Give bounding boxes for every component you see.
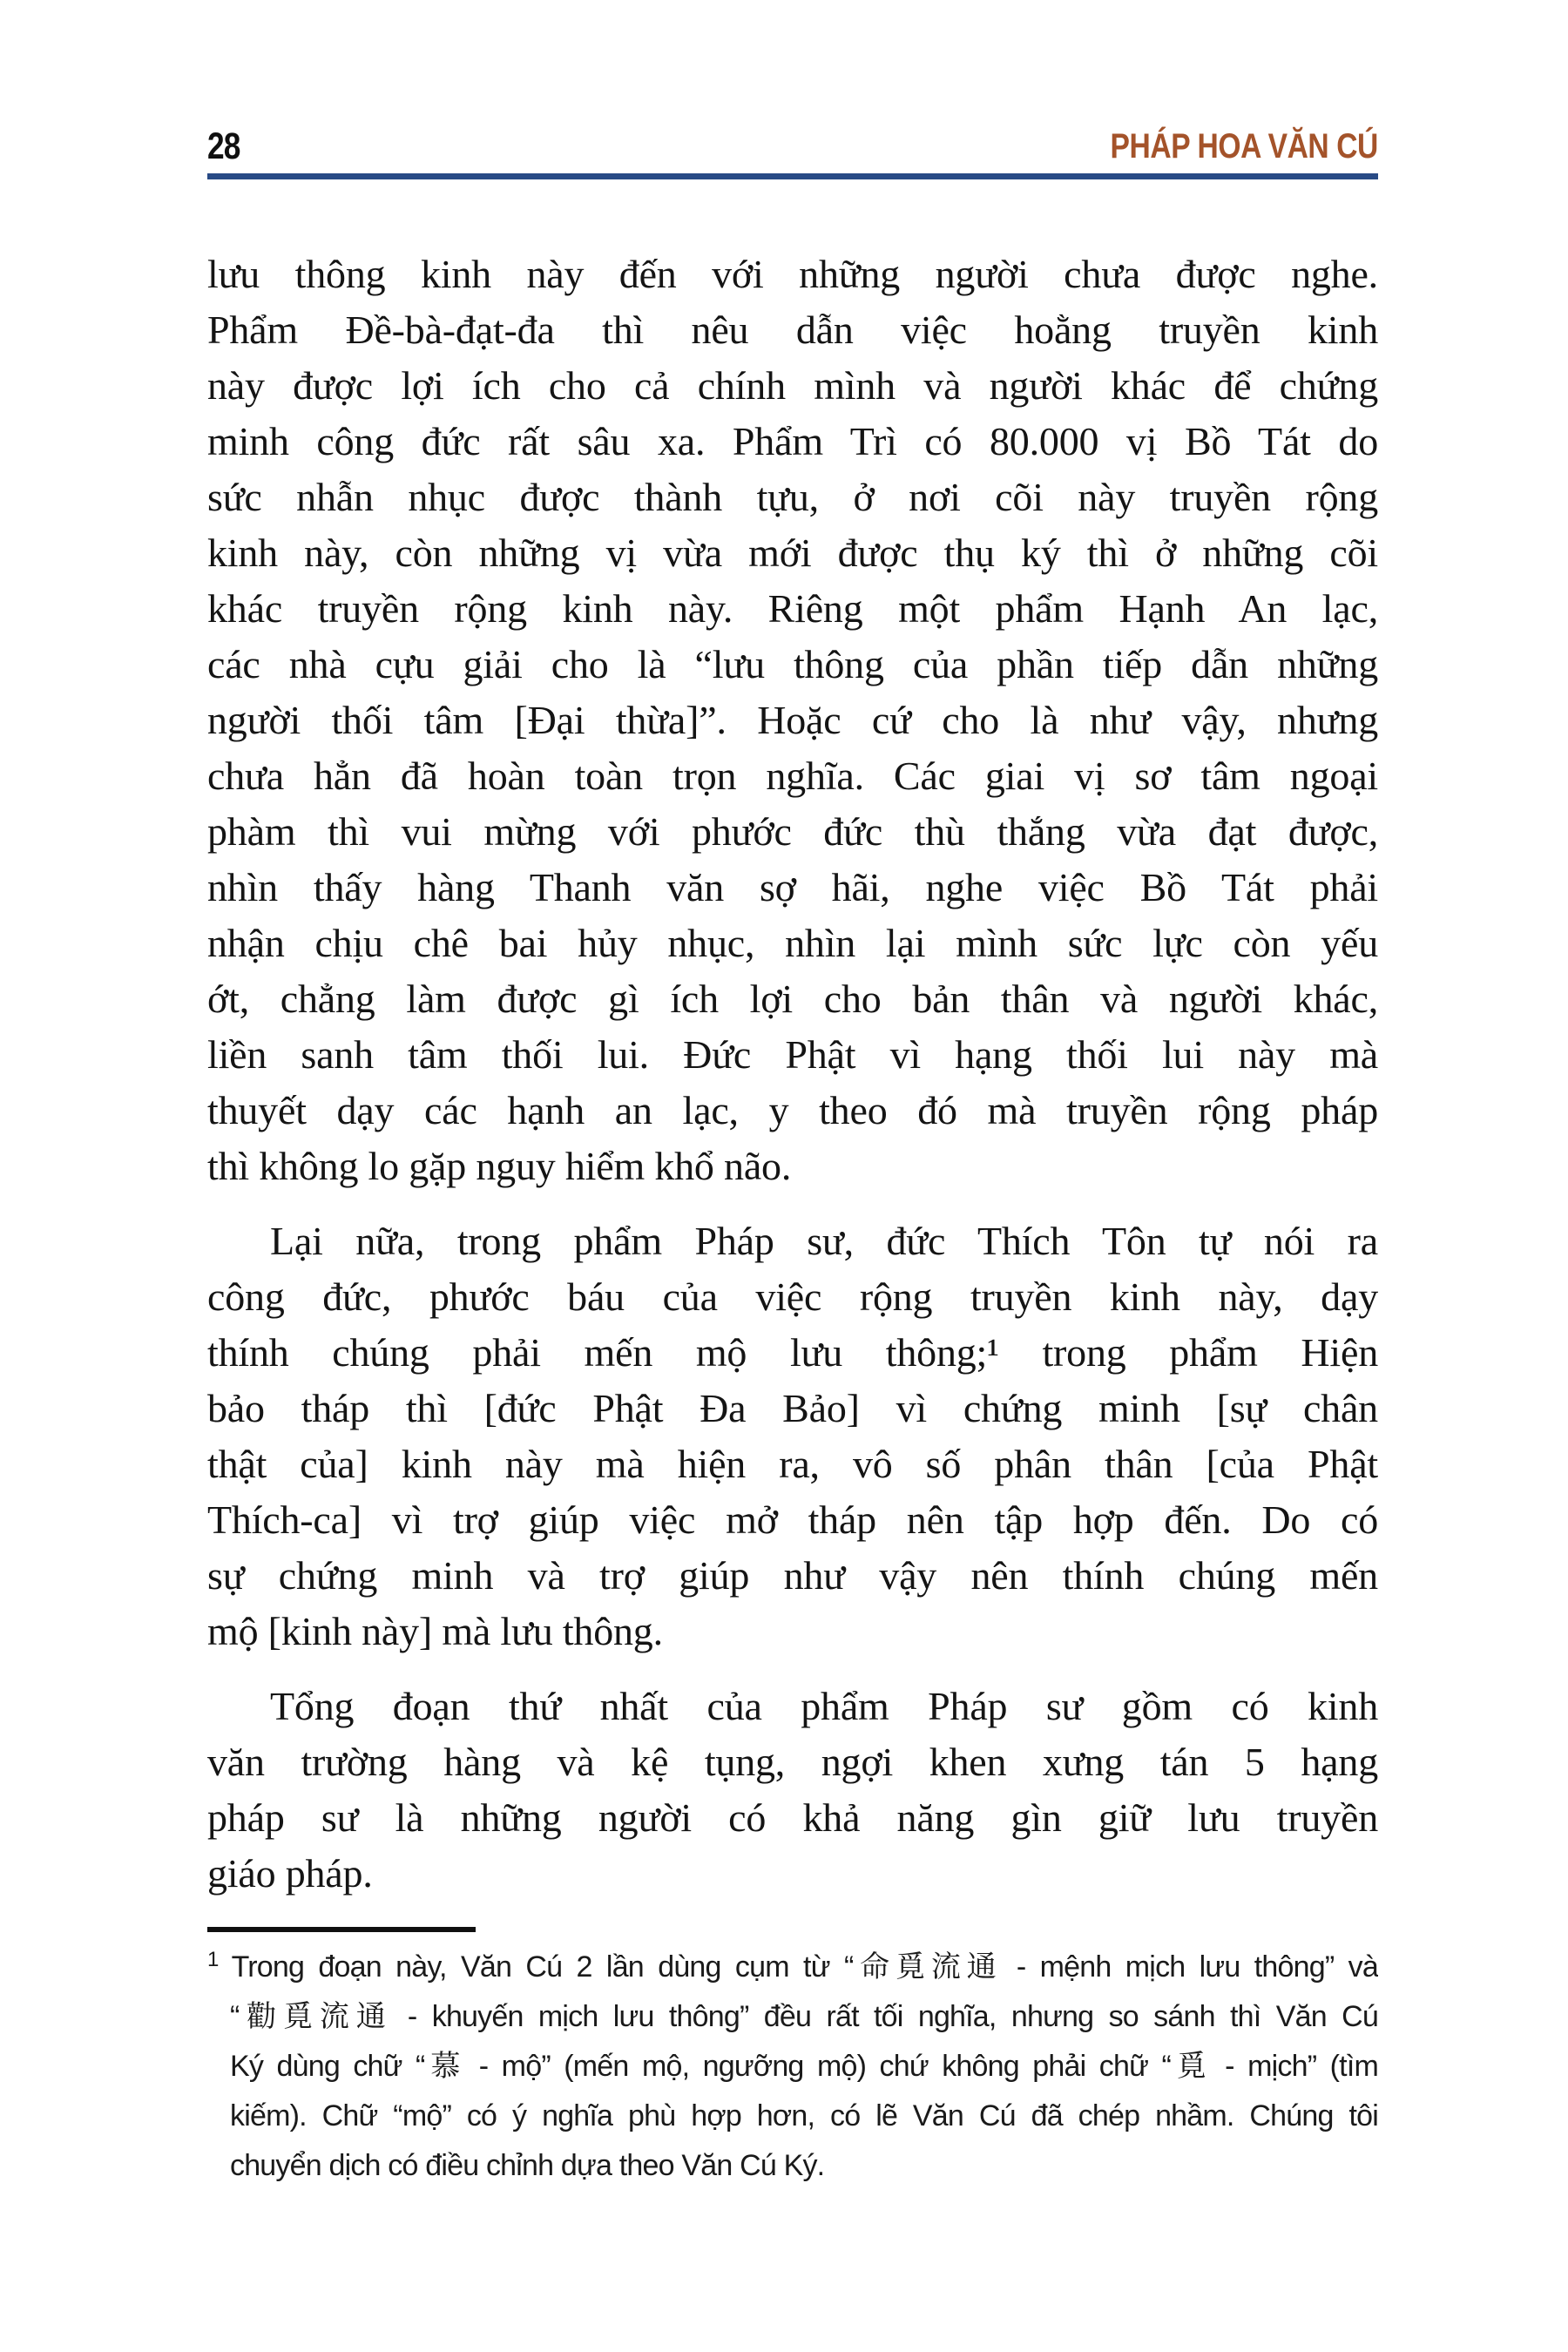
footnote-marker: 1 (207, 1947, 219, 1971)
text-line: thì không lo gặp nguy hiểm khổ não. (207, 1144, 792, 1188)
text-line: phàm thì vui mừng với phước đức thù thắng vừa đạt được, (207, 809, 1378, 854)
text-line: sức nhẫn nhục được thành tựu, ở nơi cõi này truyền rộng (207, 475, 1378, 519)
text-line: Tổng đoạn thứ nhất của phẩm Pháp sư gồm có kinh (270, 1684, 1378, 1728)
text-line: nhìn thấy hàng Thanh văn sợ hãi, nghe việc Bồ Tát phải (207, 865, 1378, 909)
text-line: nhận chịu chê bai hủy nhục, nhìn lại mình sức lực còn yếu (207, 921, 1378, 965)
text-line: Thích-ca] vì trợ giúp việc mở tháp nên tập hợp đến. Do có (207, 1497, 1378, 1542)
text-line: các nhà cựu giải cho là “lưu thông của phần tiếp dẫn những (207, 642, 1378, 686)
text-line: người thối tâm [Đại thừa]”. Hoặc cứ cho là như vậy, nhưng (207, 698, 1378, 742)
text-line: bảo tháp thì [đức Phật Đa Bảo] vì chứng minh [sự chân (207, 1386, 1378, 1430)
running-head-title: PHÁP HOA VĂN CÚ (1110, 127, 1378, 166)
footnote (207, 1943, 1378, 2191)
text-line: sự chứng minh và trợ giúp như vậy nên thính chúng mến (207, 1553, 1378, 1598)
text-line: khác truyền rộng kinh này. Riêng một phẩm Hạnh An lạc, (207, 586, 1378, 631)
footnote-line: $^1$ Trong đoạn này, Văn Cú 2 lần dùng cụm từ “命覓流通 - mệnh mịch lưu thông” và (207, 1947, 1378, 1984)
text-line: thuyết dạy các hạnh an lạc, y theo đó mà truyền rộng pháp (207, 1088, 1378, 1132)
header-rule-divider (207, 173, 1378, 179)
text-line: giáo pháp. (207, 1851, 373, 1896)
text-line: mộ [kinh này] mà lưu thông. (207, 1609, 663, 1653)
footnote-line: Ký dùng chữ “慕 - mộ” (mến mộ, ngưỡng mộ) chứ không phải chữ “覓 - mịch” (tìm (230, 2050, 1378, 2083)
text-line: pháp sư là những người có khả năng gìn giữ lưu truyền (207, 1795, 1378, 1840)
text-line: minh công đức rất sâu xa. Phẩm Trì có 80.000 vị Bồ Tát do (207, 419, 1378, 463)
paragraph (207, 247, 1378, 1194)
paragraph (207, 1213, 1378, 1659)
footnote-line: “勸覓流通 - khuyến mịch lưu thông” đều rất tối nghĩa, nhưng so sánh thì Văn Cú (230, 2000, 1378, 2033)
footnote-line: kiếm). Chữ “mộ” có ý nghĩa phù hợp hơn, có lẽ Văn Cú đã chép nhầm. Chúng tôi (230, 2099, 1378, 2132)
footnote-line: chuyển dịch có điều chỉnh dựa theo Văn Cú Ký. (230, 2149, 825, 2182)
text-line: văn trường hàng và kệ tụng, ngợi khen xưng tán 5 hạng (207, 1740, 1378, 1784)
text-line: thính chúng phải mến mộ lưu thông;¹ trong phẩm Hiện (207, 1330, 1378, 1375)
text-line: này được lợi ích cho cả chính mình và người khác để chứng (207, 363, 1378, 408)
text-line: Phẩm Đề-bà-đạt-đa thì nêu dẫn việc hoằng truyền kinh (207, 308, 1378, 352)
page-number: 28 (207, 125, 240, 167)
text-line: lưu thông kinh này đến với những người chưa được nghe. (207, 252, 1378, 296)
footnote-divider (207, 1927, 476, 1932)
text-line: công đức, phước báu của việc rộng truyền kinh này, dạy (207, 1274, 1378, 1319)
paragraph (207, 1679, 1378, 1902)
text-line: liền sanh tâm thối lui. Đức Phật vì hạng thối lui này mà (207, 1032, 1378, 1077)
text-line: kinh này, còn những vị vừa mới được thụ ký thì ở những cõi (207, 531, 1378, 575)
text-line: Lại nữa, trong phẩm Pháp sư, đức Thích Tôn tự nói ra (270, 1219, 1378, 1263)
body-text (207, 247, 1378, 1921)
footnote-text (207, 1943, 1378, 2191)
text-line: thật của] kinh này mà hiện ra, vô số phân thân [của Phật (207, 1442, 1378, 1486)
text-line: ớt, chẳng làm được gì ích lợi cho bản thân và người khác, (207, 977, 1378, 1021)
text-line: chưa hẳn đã hoàn toàn trọn nghĩa. Các giai vị sơ tâm ngoại (207, 754, 1378, 798)
running-head (207, 125, 1378, 167)
